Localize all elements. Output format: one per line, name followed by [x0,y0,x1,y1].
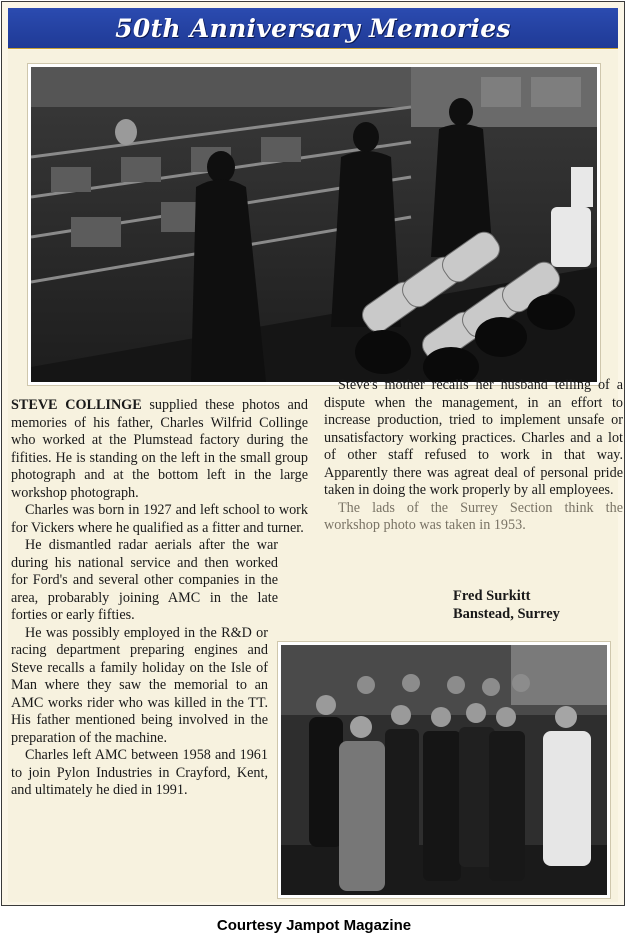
article-paragraph: Steve's mother recalls her husband telling of a dispute when the management, in an effort to increase production, tried to implement unsafe or unsatisfactory working practices. Charles and a lot of other staff refused to work in that way. Apparently there was agreat deal of personal pride taken in doing the work properly by all employees. [324,377,623,498]
article-paragraph: He was possibly employed in the R&D or racing department preparing engines and Steve recalls a family holiday on the Isle of Man where they saw the memorial to an AMC works rider who was killed in the TT. His father mentioned being involved in the preparation of the machine. [11,624,268,746]
photo-credit-caption: Courtesy Jampot Magazine [216,917,412,934]
page-title: 50th Anniversary Memories [115,14,511,43]
article-left-column [11,397,308,800]
article-paragraph: Charles was born in 1927 and left school to work for Vickers where he qualified as a fitter and turner. [11,502,308,536]
article-paragraph [11,397,308,502]
article-paragraph: The lads of the Surrey Section think the workshop photo was taken in 1953. [324,499,623,533]
article-right-column [324,377,623,535]
article-paragraph: He dismantled radar aerials after the war during his national service and then worked for Ford's and several other companies in the area, probarably joining AMC in the late forties or early fifties. [11,537,278,623]
article-paragraph: Charles left AMC between 1958 and 1961 to join Pylon Industries in Crayford, Kent, and ultimately he died in 1991. [11,747,268,798]
signature-place: Banstead, Surrey [453,606,560,622]
workshop-photo [28,64,600,385]
magazine-page [1,1,625,906]
group-photo [278,642,610,898]
signature-name: Fred Surkitt [453,588,531,604]
page-banner [8,8,618,48]
article-paragraph-text: supplied these photos and memories of his father, Charles Wilfrid Collinge who worked at the Plumstead factory during the fifities. He is standing on the left in the small group photograph and at the bottom left in the large workshop photograph. [11,397,308,501]
article-lead: STEVE COLLINGE [11,397,142,413]
